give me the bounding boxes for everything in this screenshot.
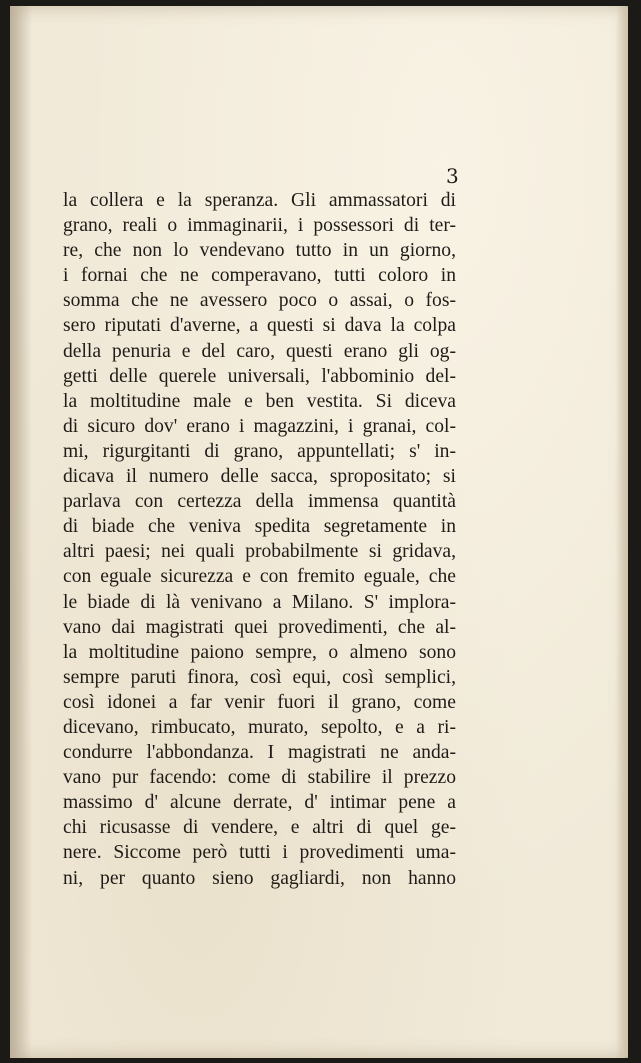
text-line: nere. Siccome però tutti i provedimenti uma- (63, 842, 456, 864)
page-number: 3 (446, 164, 459, 188)
text-line: dicevano, rimbucato, murato, sepolto, e a ri- (63, 716, 456, 738)
book-page (10, 6, 628, 1058)
text-line: parlava con certezza della immensa quantità (63, 491, 456, 513)
text-line: con eguale sicurezza e con fremito eguale, che (63, 566, 456, 588)
text-line: massimo d' alcune derrate, d' intimar pene a (63, 792, 456, 814)
page-gutter-shadow (10, 6, 32, 1058)
text-line: i fornai che ne comperavano, tutti coloro in (63, 265, 456, 287)
text-line: dicava il numero delle sacca, spropositato; si (63, 466, 456, 488)
text-line: di sicuro dov' erano i magazzini, i granai, col- (63, 415, 456, 437)
text-line: vano pur facendo: come di stabilire il prezzo (63, 767, 456, 789)
body-text (63, 188, 456, 891)
text-line: ni, per quanto sieno gagliardi, non hanno (63, 867, 456, 889)
text-line: vano dai magistrati quei provedimenti, che al- (63, 616, 456, 638)
text-line: getti delle querele universali, l'abbominio del- (63, 365, 456, 387)
text-line: la moltitudine paiono sempre, o almeno sono (63, 641, 456, 663)
text-line: le biade di là venivano a Milano. S' implora- (63, 591, 456, 613)
text-line: sempre paruti finora, così equi, così semplici, (63, 666, 456, 688)
text-line: sero riputati d'averne, a questi si dava la colpa (63, 315, 456, 337)
text-line: altri paesi; nei quali probabilmente si gridava, (63, 541, 456, 563)
page-edge-shadow (616, 6, 628, 1058)
text-line: la collera e la speranza. Gli ammassatori di (63, 190, 456, 211)
text-line: della penuria e del caro, questi erano gli og- (63, 340, 456, 362)
text-line: chi ricusasse di vendere, e altri di quel ge- (63, 817, 456, 839)
text-line: somma che ne avessero poco o assai, o fos- (63, 290, 456, 312)
text-line: condurre l'abbondanza. I magistrati ne anda- (63, 742, 456, 764)
text-line: re, che non lo vendevano tutto in un giorno, (63, 240, 456, 262)
text-line: grano, reali o immaginarii, i possessori di ter- (63, 215, 456, 237)
text-line: la moltitudine male e ben vestita. Si diceva (63, 390, 456, 412)
text-line: così idonei a far venir fuori il grano, come (63, 691, 456, 713)
text-line: mi, rigurgitanti di grano, appuntellati; s' in- (63, 440, 456, 462)
text-line: di biade che veniva spedita segretamente in (63, 516, 456, 538)
